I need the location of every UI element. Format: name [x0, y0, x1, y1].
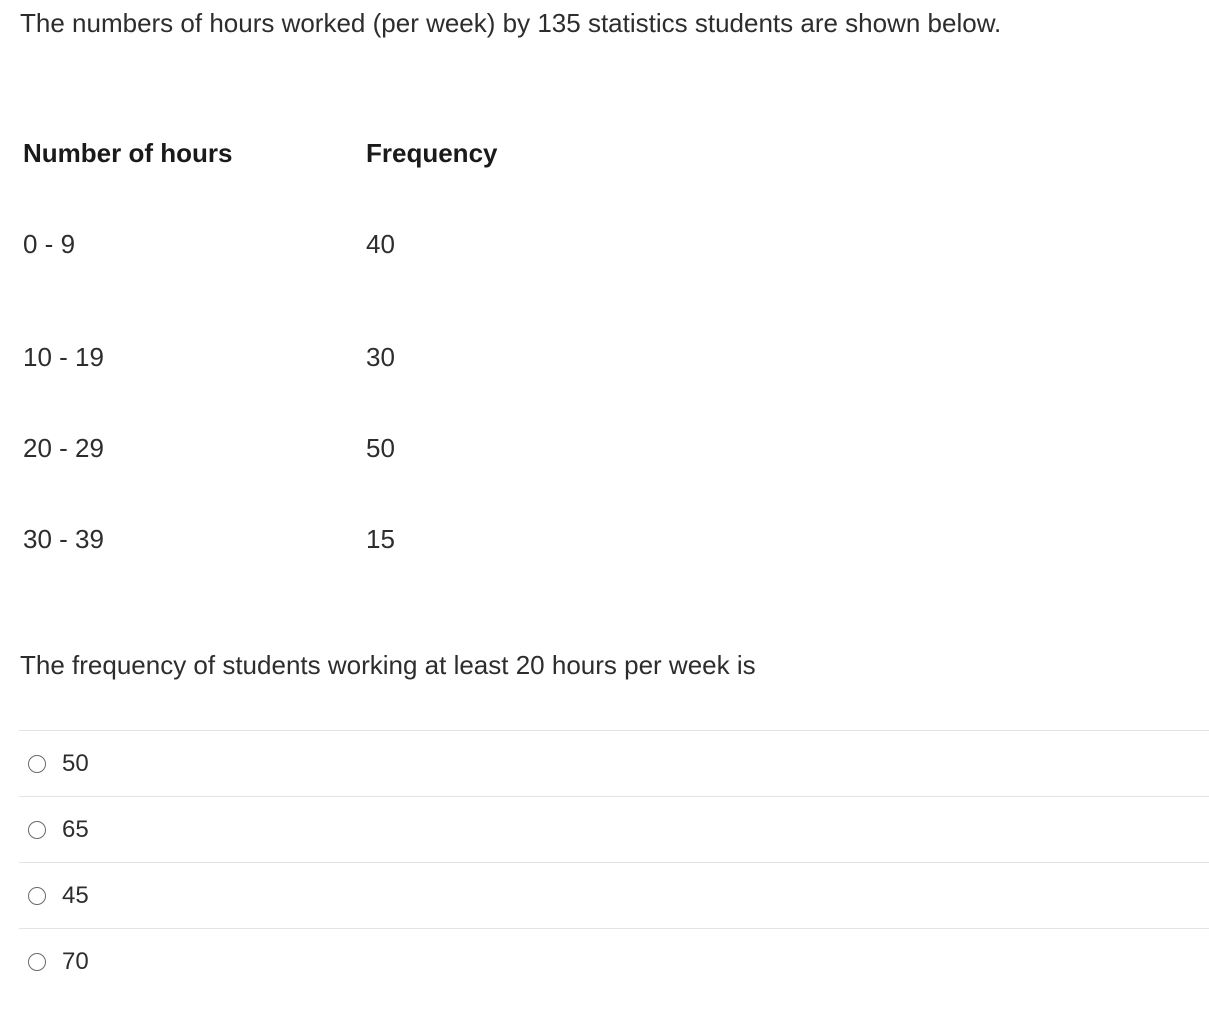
- option-label: 50: [62, 749, 89, 777]
- intro-text: The numbers of hours worked (per week) by 135 statistics students are shown below.: [20, 8, 1002, 38]
- table-row: [23, 403, 666, 494]
- hours-cell: 30 - 39: [23, 524, 104, 554]
- table-row: [23, 494, 666, 585]
- hours-cell: 0 - 9: [23, 228, 76, 259]
- option-label: 70: [62, 947, 89, 975]
- frequency-cell: 50: [366, 433, 395, 463]
- frequency-cell: 40: [366, 228, 395, 259]
- table-row: [23, 176, 666, 312]
- answer-option-1[interactable]: [19, 730, 1209, 796]
- question-text: The frequency of students working at least 20 hours per week is: [20, 650, 756, 680]
- table-header-row: [23, 130, 666, 176]
- option-label: 45: [62, 881, 89, 909]
- answer-options: [19, 730, 1209, 994]
- header-frequency: Frequency: [366, 137, 498, 168]
- frequency-cell: 30: [366, 342, 395, 372]
- hours-cell: 10 - 19: [23, 342, 104, 372]
- answer-option-2[interactable]: [19, 796, 1209, 862]
- hours-cell: 20 - 29: [23, 433, 104, 463]
- radio-button[interactable]: [28, 953, 46, 971]
- radio-button[interactable]: [28, 821, 46, 839]
- frequency-table: [23, 130, 666, 585]
- header-number-of-hours: Number of hours: [23, 137, 233, 168]
- answer-option-3[interactable]: [19, 862, 1209, 928]
- frequency-cell: 15: [366, 524, 395, 554]
- radio-button[interactable]: [28, 887, 46, 905]
- radio-button[interactable]: [28, 755, 46, 773]
- answer-option-4[interactable]: [19, 928, 1209, 994]
- option-label: 65: [62, 815, 89, 843]
- table-row: [23, 312, 666, 403]
